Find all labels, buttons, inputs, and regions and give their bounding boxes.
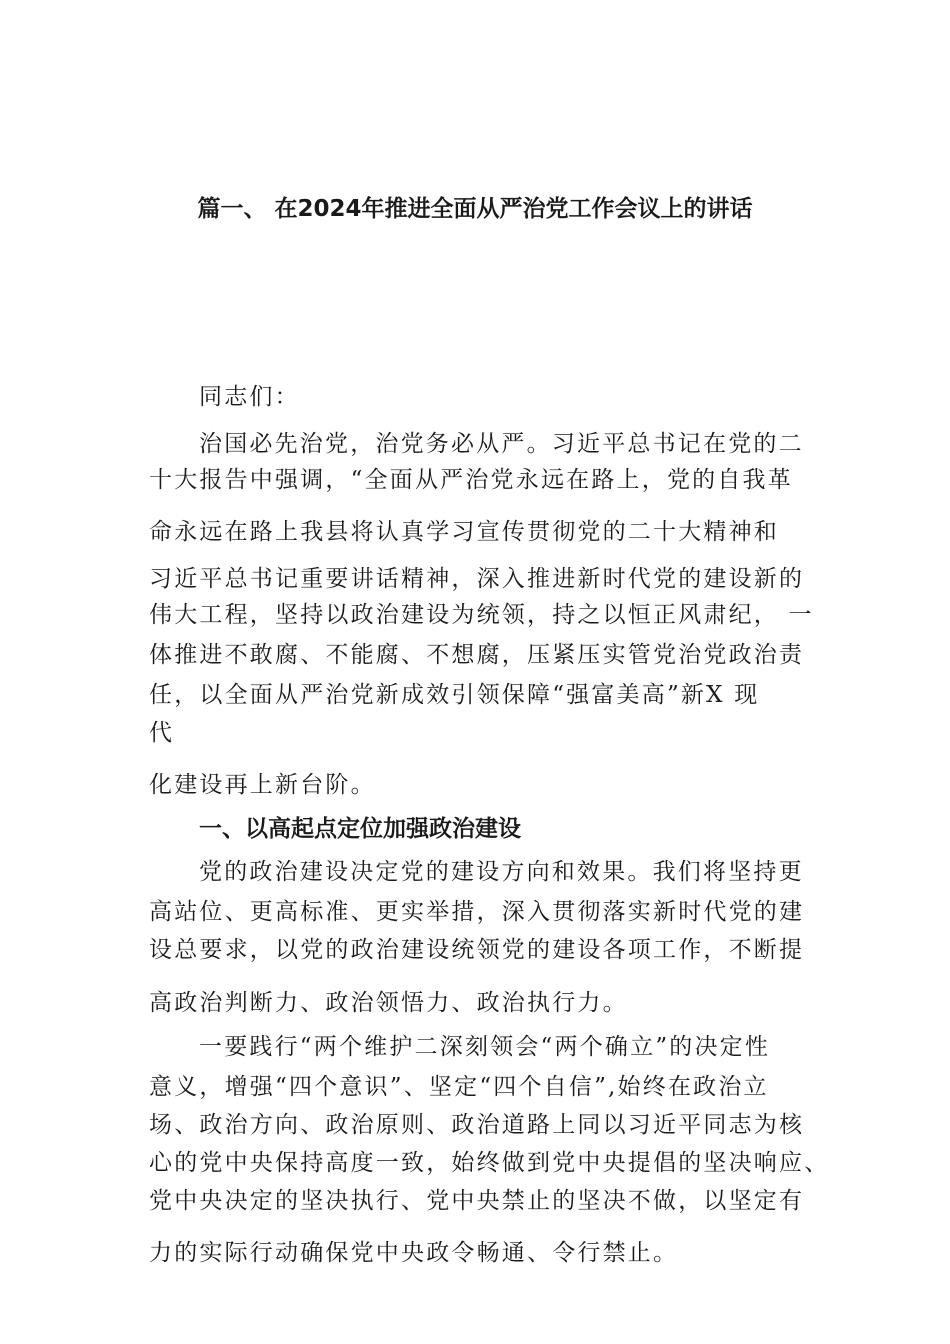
paragraph-line: 力的实际行动确保党中央政令畅通、令行禁止。 [149,1240,679,1266]
paragraph-line: 党中央决定的坚决执行、党中央禁止的坚决不做，以坚定有 [149,1188,805,1214]
paragraph-line: 代 [149,720,175,746]
paragraph-line: 设总要求，以党的政治建设统领党的建设各项工作，不断提 [149,937,805,963]
paragraph-line: 治国必先治党，治党务必从严。习近平总书记在党的二 [199,431,804,457]
paragraph-line: 习近平总书记重要讲话精神，深入推进新时代党的建设新的 [149,566,805,592]
paragraph-line: 心的党中央保持高度一致，始终做到党中央提倡的坚决响应、 [149,1150,830,1176]
paragraph-line: 高站位、更高标准、更实举措，深入贯彻落实新时代党的建 [149,899,805,925]
paragraph-line: 任，以全面从严治党新成效引领保障“强富美高”新X 现 [149,682,760,708]
paragraph-line: 场、政治方向、政治原则、政治道路上同以习近平同志为核 [149,1112,805,1138]
paragraph-line: 体推进不敢腐、不能腐、不想腐，压紧压实管党治党政治责 [149,642,805,668]
document-title: 篇一、 在2024年推进全面从严治党工作会议上的讲话 [197,196,753,222]
paragraph-line: 一要践行“两个维护二深刻领会“两个确立”的决定性 [199,1034,771,1060]
paragraph-line: 化建设再上新台阶。 [149,772,376,798]
salutation: 同志们： [199,384,300,410]
paragraph-line: 党的政治建设决定党的建设方向和效果。我们将坚持更 [199,859,804,885]
paragraph-line: 命永远在路上我县将认真学习宣传贯彻党的二十大精神和 [149,519,779,545]
paragraph-line: 十大报告中强调，“全面从严治党永远在路上，党的自我革 [149,467,793,493]
paragraph-line: 伟大工程，坚持以政治建设为统领，持之以恒正风肃纪， 一 [149,602,814,628]
section-heading: 一、以高起点定位加强政治建设 [199,816,521,842]
paragraph-line: 意义，增强“四个意识”、坚定“四个自信”,始终在政治立 [149,1074,769,1100]
paragraph-line: 高政治判断力、政治领悟力、政治执行力。 [149,990,628,1016]
